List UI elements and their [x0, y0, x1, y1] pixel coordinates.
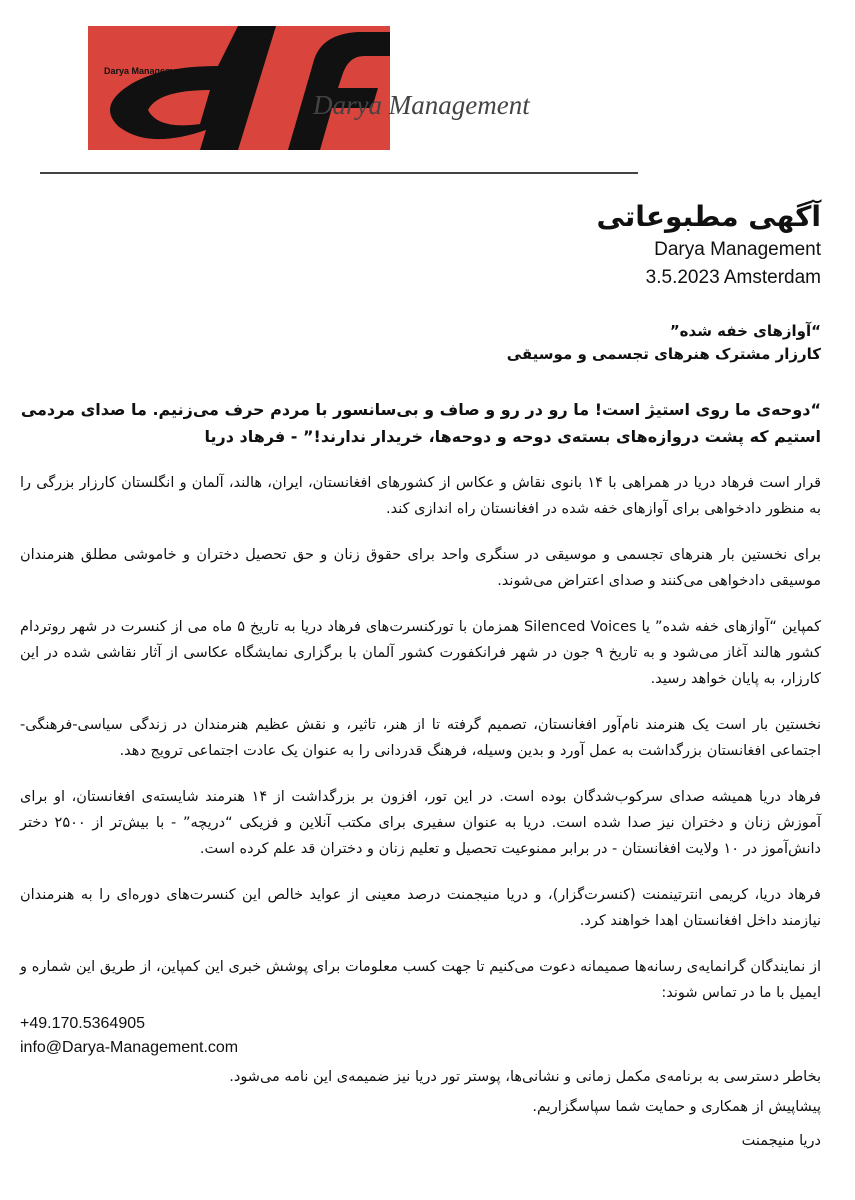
lead-quote: “دوحه‌ی ما روی استیژ است! ما رو در رو و صاف و بی‌سانسور با مردم حرف می‌زنیم. ما صدای مردمی استیم که پشت دروازه‌های بسته‌ی دوحه و دوحه‌ها، خریدار ندارند!” - فرهاد دریا: [20, 400, 821, 446]
df-monogram-icon: [88, 26, 390, 150]
paragraph-3: کمپاین “آوازهای خفه شده” یا Silenced Voices همزمان با تورکنسرت‌های فرهاد دریا به تاریخ ۵ ماه می از کنسرت در شهر روتردام کشور هالند آغاز می‌شود و به تاریخ ۹ جون در شهر فرانکفورت کشور آلمان با برگزاری نمایشگاه عکاسی از آثار نقاشی شده در این کارزار، به پایان خواهد رسید.: [20, 619, 821, 687]
contact-info: [20, 1012, 821, 1060]
press-header: [596, 198, 821, 292]
paragraph-5: فرهاد دریا همیشه صدای سرکوب‌شدگان بوده است. در این تور، افزون بر بزرگداشت از ۱۴ هنرمند شایسته‌ی افغانستان، او برای آموزش زنان و دختران نیز صدا شده است. دریا به عنوان سفیری برای مکتب آنلاین و فزیکی “دریچه” - با بیش‌تر از ۲۵۰۰ دختر دانش‌آموز در ۱۰ ولایت افغانستان - در برابر ممنوعیت تحصیل و تعلیم زنان و دختران قد علم کرده است.: [20, 789, 821, 857]
company-logo: [88, 26, 558, 150]
date-place: 3.5.2023 Amsterdam: [645, 267, 821, 288]
campaign-subtitle: کارزار مشترک هنرهای تجسمی و موسیقی: [506, 345, 821, 363]
logo-script-text: Darya Management: [313, 90, 530, 120]
logo-small-text: Darya Management: [104, 66, 187, 76]
press-title: آگهی مطبوعاتی: [596, 200, 821, 233]
closing-line-1: بخاطر دسترسی به برنامه‌ی مکمل زمانی و نشانی‌ها، پوستر تور دریا نیز ضمیمه‌ی این نامه می‌شود.: [229, 1069, 821, 1085]
paragraph-1: قرار است فرهاد دریا در همراهی با ۱۴ بانوی نقاش و عکاس از کشورهای افغانستان، ایران، هالند، آلمان و انگلستان کارزار بزرگی را به منظور دادخواهی برای آوازهای خفه شده در افغانستان راه اندازی کند.: [20, 475, 822, 517]
campaign-title: “آوازهای خفه شده”: [669, 322, 821, 340]
header-divider: [40, 172, 638, 174]
paragraph-6: فرهاد دریا، کریمی انترتینمنت (کنسرت‌گزار)، و دریا منیجمنت درصد معینی از عواید خالص این کنسرت‌های دوره‌ای را به هنرمندان نیازمند داخل افغانستان اهدا خواهند کرد.: [20, 887, 821, 929]
contact-phone[interactable]: +49.170.5364905: [20, 1015, 146, 1032]
closing-line-2: پیشاپیش از همکاری و حمایت شما سپاسگزاریم.: [532, 1099, 821, 1115]
contact-email[interactable]: info@Darya-Management.com: [20, 1039, 239, 1056]
signature: دریا منیجمنت: [741, 1133, 821, 1149]
paragraph-2: برای نخستین بار هنرهای تجسمی و موسیقی در سنگری واحد برای حقوق زنان و حق تحصیل دختران و خاموشی مطلق هنرمندان موسیقی دادخواهی می‌کنند و صدای اعتراض می‌شوند.: [20, 547, 821, 589]
company-name: Darya Management: [654, 239, 821, 260]
paragraph-7: از نمایندگان گرانمایه‌ی رسانه‌ها صمیمانه دعوت می‌کنیم تا جهت کسب معلومات برای پوشش خبری این کمپاین، از طریق این شماره و ایمیل با ما در تماس شوند:: [20, 959, 821, 1001]
press-body: [20, 320, 821, 1154]
paragraph-4: نخستین بار است یک هنرمند نام‌آور افغانستان، تصمیم گرفته تا از هنر، تاثیر، و نقش عظیم هنرمندان در زندگی سیاسی-فرهنگی-اجتماعی افغانستان بزرگداشت به عمل آورد و بدین وسیله، فرهنگ قدردانی را به عنوان یک عادت اجتماعی ترویج دهد.: [20, 717, 821, 759]
